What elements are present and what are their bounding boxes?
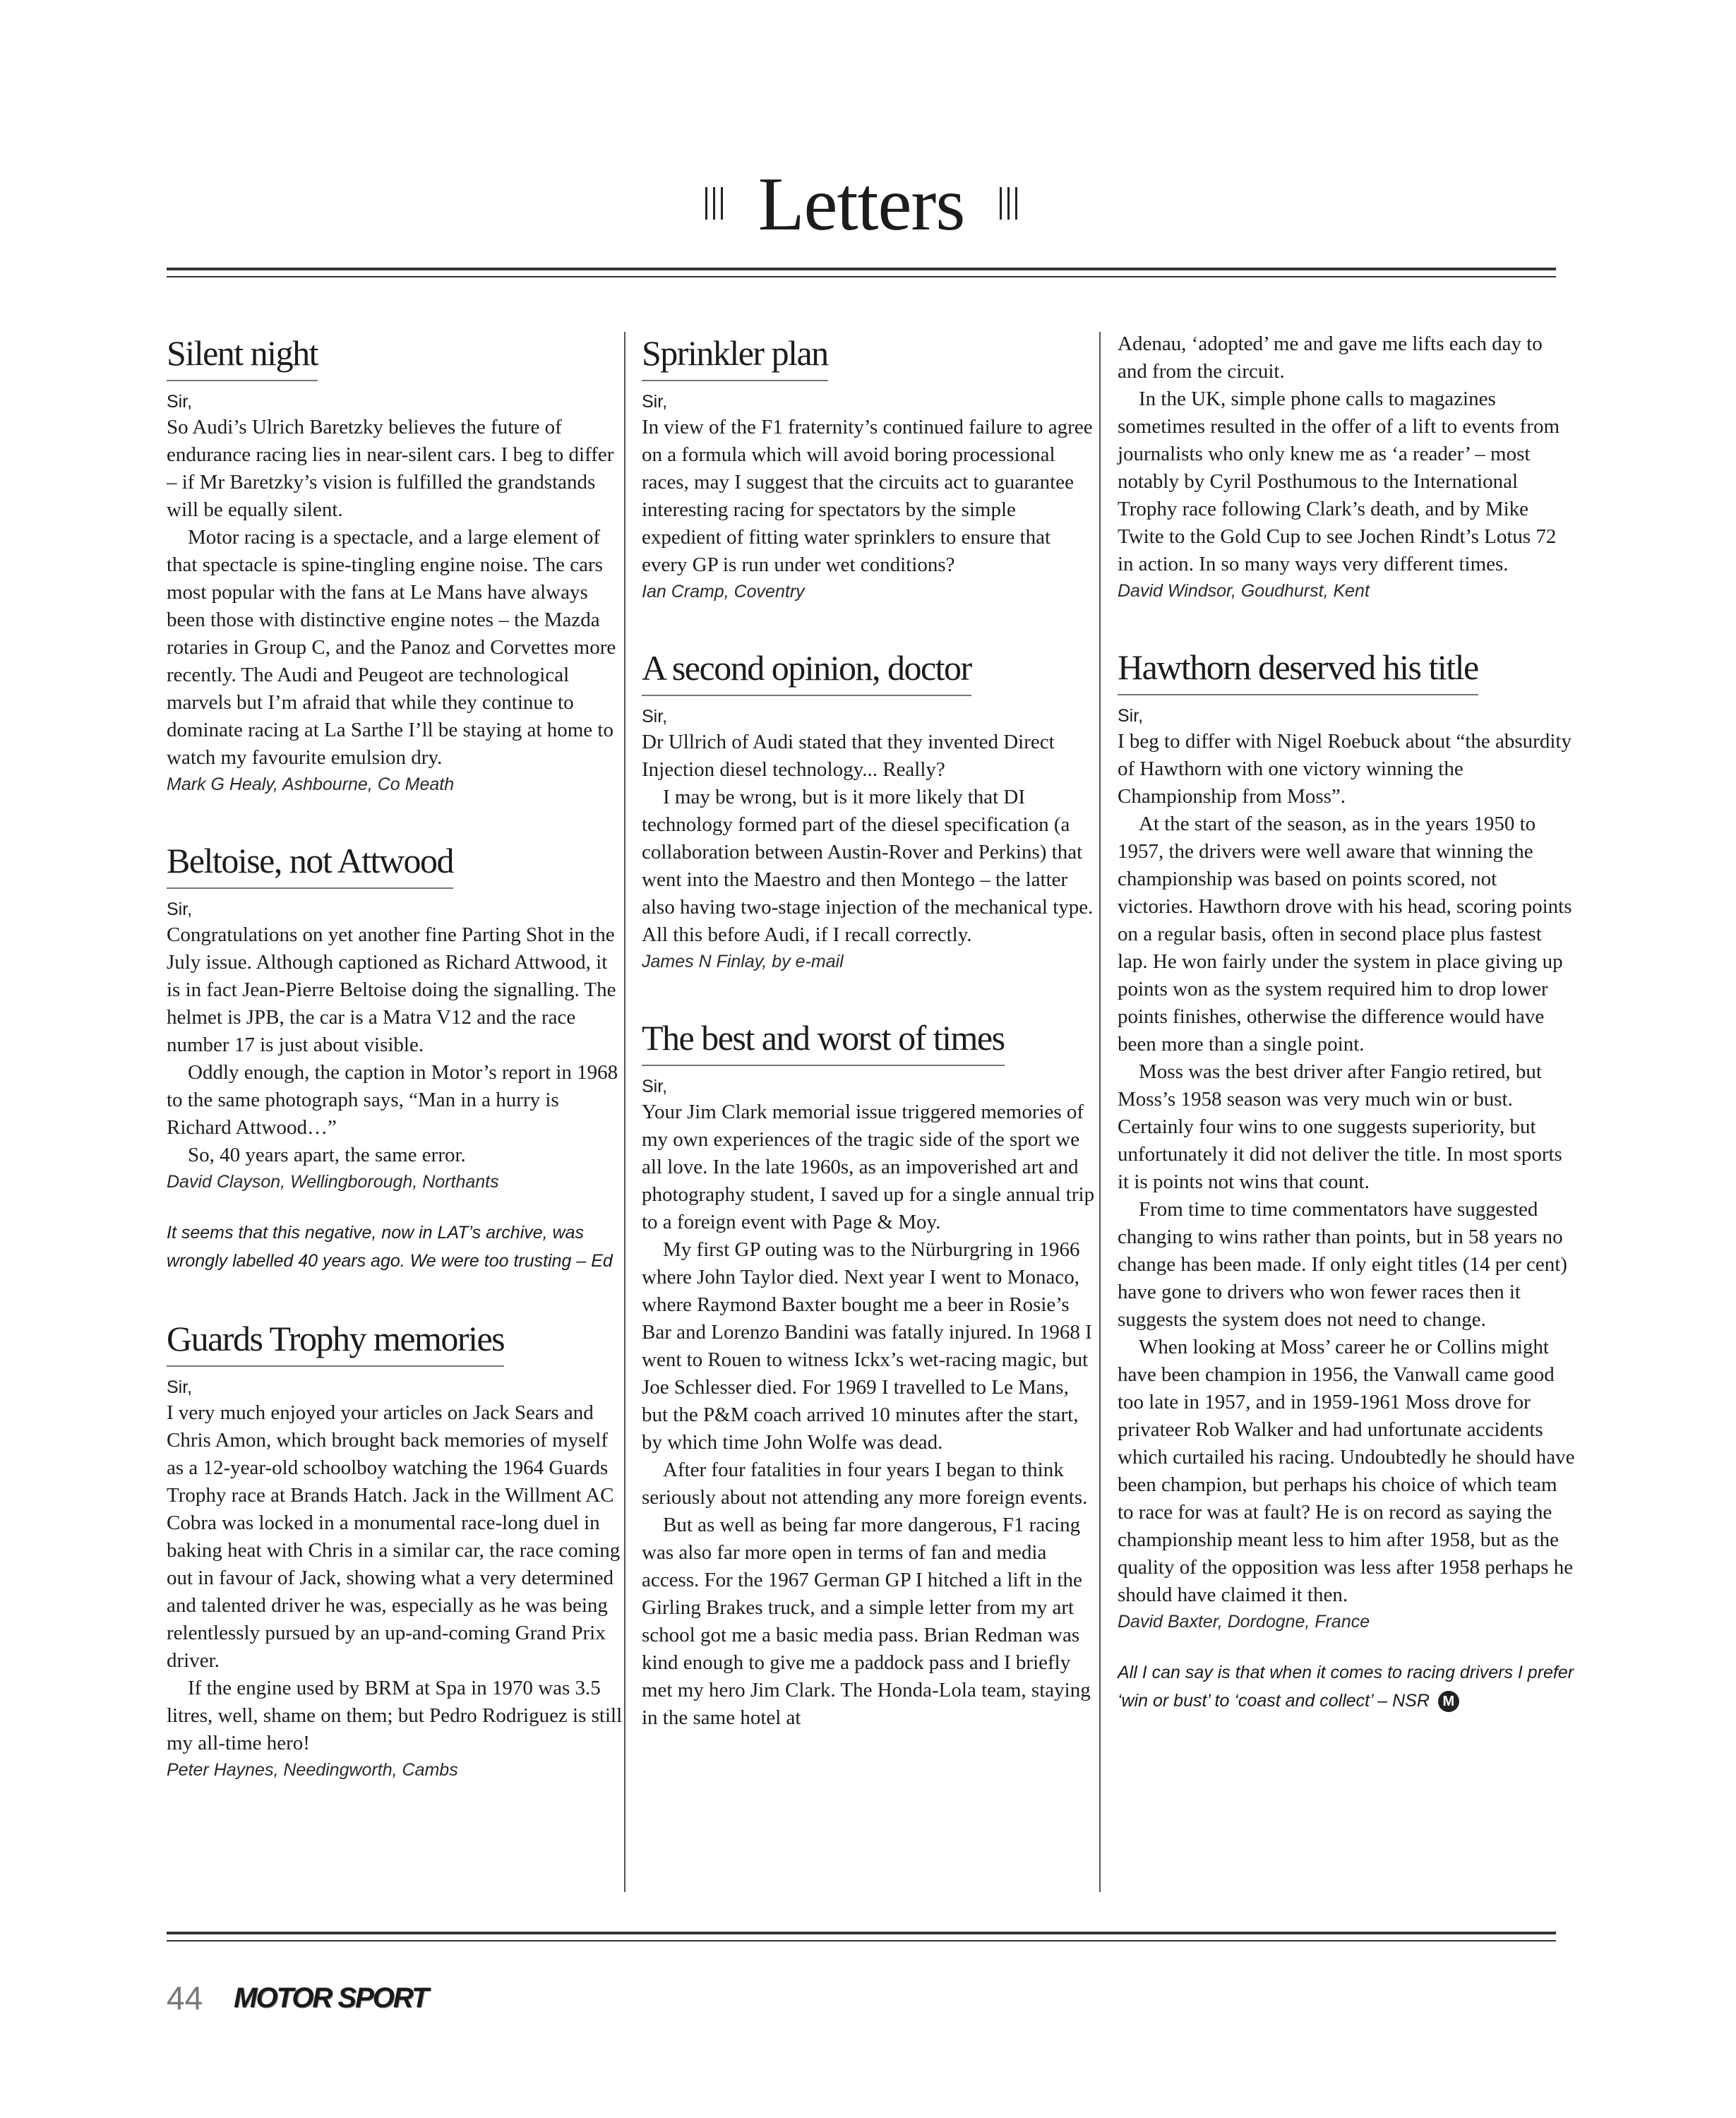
letter-signature: Peter Haynes, Needingworth, Cambs [167,1760,458,1780]
letter-signature: David Windsor, Goudhurst, Kent [1118,581,1370,601]
letter-paragraph: In view of the F1 fraternity’s continued failure to agree on a formula which will avoid boring processional races, may I suggest that the circuits act to guarantee interesting racing for spectators by the simple expedient of fitting water sprinklers to ensure that every GP is run under wet conditions? [642,416,1093,576]
letter-paragraph: But as well as being far more dangerous, F1 racing was also far more open in terms of fan and media access. For the 1967 German GP I hitched a lift in the Girling Brakes truck, and a simple letter from my art school got me a basic media pass. Brian Redman was kind enough to give me a paddock pass and I briefly met my hero Jim Clark. The Honda-Lola team, staying in the same hotel at [642,1514,1091,1729]
letter-signature: David Baxter, Dordogne, France [1118,1612,1370,1632]
letter-heading: The best and worst of times [642,1015,1005,1066]
letter-continuation [1118,330,1575,604]
letter-paragraph: Motor racing is a spectacle, and a large element of that spectacle is spine-tingling engine noise. The cars most popular with the fans at Le Mans have always been those with distinctive engine notes – the Mazda rotaries in Group C, and the Panoz and Corvettes more recently. The Audi and Peugeot are technological marvels but I’m afraid that while they continue to dominate racing at La Sarthe I’ll be staying at home to watch my favourite emulsion dry. [167,526,616,769]
column-1 [167,330,624,1824]
page-header [167,162,1556,247]
motor-sport-logo: MOTOR SPORT [234,1982,428,2014]
editor-note-text: All I can say is that when it comes to racing drivers I prefer ‘win or bust’ to ‘coast and collect’ – NSR [1118,1663,1574,1711]
letter-paragraph: In the UK, simple phone calls to magazines sometimes resulted in the offer of a lift to events from journalists who only knew me as ‘a reader’ – most notably by Cyril Posthumous to the International Trophy race following Clark’s death, and by Mike Twite to the Gold Cup to see Jochen Rindt’s Lotus 72 in action. In so many ways very different times. [1118,388,1560,575]
column-2 [642,330,1099,1773]
letter-heading: A second opinion, doctor [642,645,971,696]
letter-paragraph: Dr Ullrich of Audi stated that they invented Direct Injection diesel technology... Really? [642,731,1055,781]
decorative-bars-left [702,187,726,223]
page-title: Letters [758,162,965,246]
letter-heading: Beltoise, not Attwood [167,838,453,889]
editor-note: It seems that this negative, now in LAT’s archive, was wrongly labelled 40 years ago. We were too trusting – Ed [167,1223,613,1271]
salutation: Sir, [167,392,193,412]
salutation: Sir, [642,707,668,726]
page-footer [167,1977,428,2019]
letter-signature: Ian Cramp, Coventry [642,582,805,602]
letter-paragraph: So, 40 years apart, the same error. [188,1144,466,1166]
letter-paragraph: Oddly enough, the caption in Motor’s report in 1968 to the same photograph says, “Man in a hurry is Richard Attwood…” [167,1061,618,1139]
letter-heading: Silent night [167,330,318,381]
column-3 [1118,330,1575,1756]
letter-heading: Sprinkler plan [642,330,828,381]
letter [642,645,1099,974]
letter-paragraph: Moss was the best driver after Fangio retired, but Moss’s 1958 season was very much win or bust. Certainly four wins to one suggests superiority, but unfortunately it did not deliver the title. In most sports it is points not wins that count. [1118,1060,1562,1193]
letter [167,838,624,1275]
header-rule [167,268,1556,277]
letter-paragraph: Your Jim Clark memorial issue triggered memories of my own experiences of the tragic side of the sport we all love. In the late 1960s, as an impoverished art and photography student, I saved up for a single annual trip to a foreign event with Page & Moy. [642,1101,1095,1233]
column-divider [624,332,625,1892]
letter-paragraph: At the start of the season, as in the years 1950 to 1957, the drivers were well aware that winning the championship was based on points scored, not victories. Hawthorn drove with his head, scoring points on a regular basis, often in second place plus fastest lap. He won fairly under the system in place giving up points won as the system required him to drop lower points finishes, otherwise the difference would have been more than a single point. [1118,813,1572,1055]
letter [1118,645,1575,1715]
letter-paragraph: I beg to differ with Nigel Roebuck about “the absurdity of Hawthorn with one victory winning the Championship from Moss”. [1118,730,1572,808]
letter-paragraph: My first GP outing was to the Nürburgring in 1966 where John Taylor died. Next year I went to Monaco, where Raymond Baxter bought me a beer in Rosie’s Bar and Lorenzo Bandini was fatally injured. In 1968 I went to Rouen to witness Ickx’s wet-racing magic, but Joe Schlesser died. For 1969 I travelled to Le Mans, but the P&M coach arrived 10 minutes after the start, by which time John Wolfe was dead. [642,1238,1092,1454]
letter-paragraph: When looking at Moss’ career he or Collins might have been champion in 1956, the Vanwall came good too late in 1957, and in 1959-1961 Moss drove for privateer Rob Walker and had unfortunate accidents which curtailed his racing. Undoubtedly he should have been champion, but perhaps his choice of which team to race for was at fault? He is on record as saying the championship meant less to him after 1958, but as the quality of the opposition was less after 1958 perhaps he should have claimed it then. [1118,1336,1575,1606]
letter [167,1316,624,1783]
letter-paragraph: After four fatalities in four years I began to think seriously about not attending any more foreign events. [642,1459,1088,1509]
letter-paragraph: If the engine used by BRM at Spa in 1970 was 3.5 litres, well, shame on them; but Pedro Rodriguez is still my all-time hero! [167,1677,623,1754]
letter [167,330,624,797]
letter-paragraph: So Audi’s Ulrich Baretzky believes the future of endurance racing lies in near-silent cars. I beg to differ – if Mr Baretzky’s vision is fulfilled the grandstands will be equally silent. [167,416,614,521]
salutation: Sir, [1118,706,1144,726]
decorative-bars-right [997,187,1020,223]
column-divider [1099,332,1101,1892]
letter [642,1015,1099,1732]
letter-paragraph: I very much enjoyed your articles on Jack Sears and Chris Amon, which brought back memories of myself as a 12-year-old schoolboy watching the 1964 Guards Trophy race at Brands Hatch. Jack in the Willment AC Cobra was locked in a monumental race-long duel in baking heat with Chris in a similar car, the race coming out in favour of Jack, showing what a very determined and talented driver he was, especially as he was being relentlessly pursued by an up-and-coming Grand Prix driver. [167,1401,621,1672]
letter-paragraph: I may be wrong, but is it more likely that DI technology formed part of the diesel specification (a collaboration between Austin-Rover and Perkins) that went into the Maestro and then Montego – the latter also having two-stage injection of the mechanical type. All this before Audi, if I recall correctly. [642,786,1094,946]
letter-signature: James N Finlay, by e-mail [642,952,844,971]
salutation: Sir, [167,899,193,919]
letter-paragraph: From time to time commentators have suggested changing to wins rather than points, but in 58 years no change has been made. If only eight titles (14 per cent) have gone to drivers who won fewer races then it suggests the system does not need to change. [1118,1198,1567,1331]
editor-note [1118,1658,1575,1715]
salutation: Sir, [167,1377,193,1397]
letter-heading: Guards Trophy memories [167,1316,504,1367]
salutation: Sir, [642,392,668,412]
page-number: 44 [167,1980,203,2016]
footer-rule [167,1932,1556,1942]
letter [642,330,1099,604]
end-mark-icon: M [1438,1691,1459,1712]
letter-paragraph: Adenau, ‘adopted’ me and gave me lifts each day to and from the circuit. [1118,333,1543,383]
letter-signature: David Clayson, Wellingborough, Northants [167,1172,499,1192]
letter-signature: Mark G Healy, Ashbourne, Co Meath [167,774,455,794]
letter-heading: Hawthorn deserved his title [1118,645,1478,695]
letter-paragraph: Congratulations on yet another fine Parting Shot in the July issue. Although captioned as Richard Attwood, it is in fact Jean-Pierre Beltoise doing the signalling. The helmet is JPB, the car is a Matra V12 and the race number 17 is just about visible. [167,923,616,1056]
salutation: Sir, [642,1077,668,1096]
